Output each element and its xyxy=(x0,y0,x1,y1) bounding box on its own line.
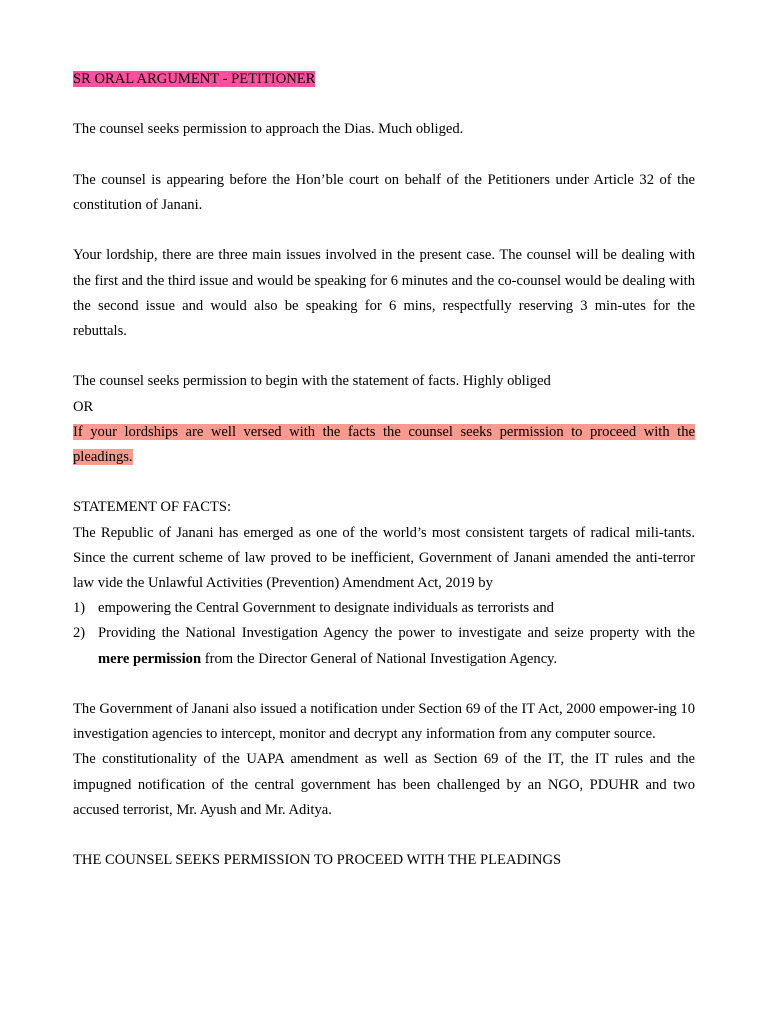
list-item xyxy=(73,621,695,671)
document-heading: SR ORAL ARGUMENT - PETITIONER xyxy=(73,71,316,87)
spacer xyxy=(73,344,695,369)
list-item-text: empowering the Central Government to designate individuals as terrorists and xyxy=(98,600,554,617)
list-number: 1) xyxy=(73,600,86,617)
paragraph-proceed-pleadings xyxy=(73,420,695,470)
statement-of-facts-heading: STATEMENT OF FACTS: xyxy=(73,499,232,516)
paragraph-constitutionality: The constitutionality of the UAPA amendment as well as Section 69 of the IT, the IT rules and the impugned notification of the central government has been challenged by an NGO, PDUHR and two accused terrorist, Mr. Ayush and Mr. Aditya. xyxy=(73,751,695,818)
amendment-list xyxy=(73,596,695,672)
list-number: 2) xyxy=(73,625,86,642)
spacer xyxy=(73,143,695,168)
list-item-text-before: Providing the National Investigation Agency the power to investigate and seize property with the xyxy=(98,625,695,642)
paragraph-begin-facts: The counsel seeks permission to begin with the statement of facts. Highly obliged xyxy=(73,373,551,390)
list-item-text-after: from the Director General of National Investigation Agency. xyxy=(201,650,558,667)
paragraph-appearance: The counsel is appearing before the Hon’ble court on behalf of the Petitioners under Article 32 of the constitution of Janani. xyxy=(73,171,695,213)
paragraph-approach: The counsel seeks permission to approach the Dias. Much obliged. xyxy=(73,121,464,138)
spacer xyxy=(73,672,695,697)
highlighted-pleadings-text: If your lordships are well versed with the facts the counsel seeks permission to proceed with the pleadings. xyxy=(73,423,695,465)
closing-line: THE COUNSEL SEEKS PERMISSION TO PROCEED WITH THE PLEADINGS xyxy=(73,852,562,869)
heading-line xyxy=(73,67,695,92)
bold-mere-permission: mere permission xyxy=(98,650,202,667)
spacer xyxy=(73,92,695,117)
spacer xyxy=(73,470,695,495)
spacer xyxy=(73,823,695,848)
document-page xyxy=(73,67,695,873)
paragraph-issues: Your lordship, there are three main issues involved in the present case. The counsel will be dealing with the first and the third issue and would be speaking for 6 minutes and the co-counsel would be dealing with the second issue and would also be speaking for 6 mins, respectfully reserving 3 min-utes for the rebuttals. xyxy=(73,247,695,339)
spacer xyxy=(73,218,695,243)
list-item-text xyxy=(98,621,695,671)
list-item xyxy=(73,596,695,621)
paragraph-facts: The Republic of Janani has emerged as one of the world’s most consistent targets of radical mili-tants. Since the current scheme of law proved to be inefficient, Government of Janani amended the anti-terror law vide the Unlawful Activities (Prevention) Amendment Act, 2019 by xyxy=(73,524,695,591)
or-separator: OR xyxy=(73,398,94,415)
paragraph-notification: The Government of Janani also issued a notification under Section 69 of the IT Act, 2000 empower-ing 10 investigation agencies to intercept, monitor and decrypt any information from any computer source. xyxy=(73,700,695,743)
